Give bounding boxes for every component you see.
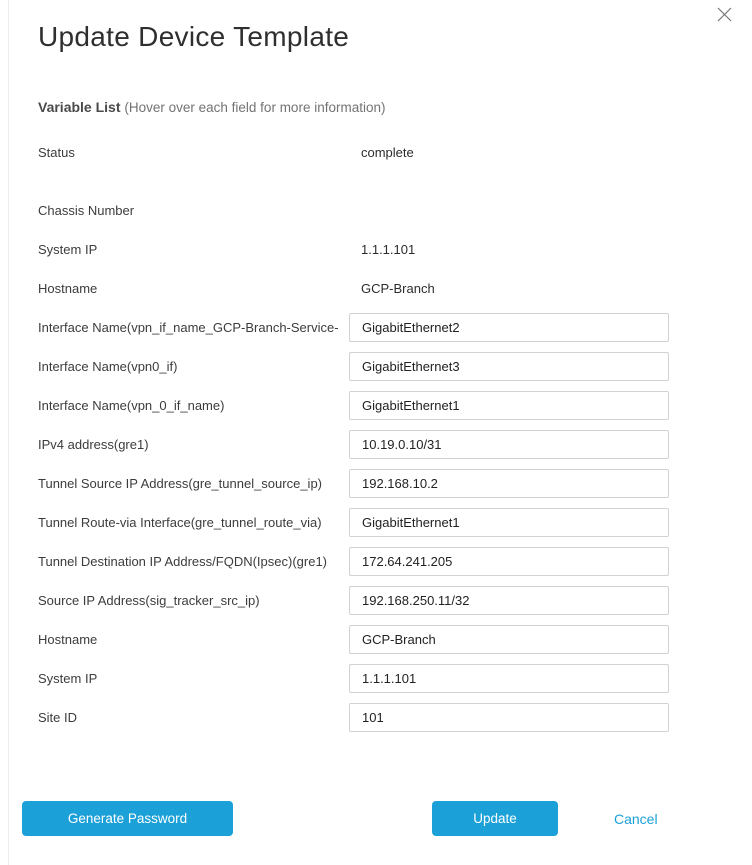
status-value: complete <box>361 145 414 160</box>
field-row-tunnel-route-via <box>38 503 669 542</box>
hostname-input[interactable] <box>349 625 669 654</box>
cancel-button[interactable]: Cancel <box>614 810 658 827</box>
field-label: Site ID <box>38 710 78 725</box>
field-label: Tunnel Destination IP Address/FQDN(Ipsec)(gre1) <box>38 554 328 569</box>
field-row-system-ip-static <box>38 230 669 269</box>
variable-list-header <box>38 98 752 117</box>
field-row-system-ip <box>38 659 669 698</box>
generate-password-button[interactable]: Generate Password <box>22 801 233 836</box>
vpn-0-if-name-input[interactable] <box>349 391 669 420</box>
ipv4-address-gre1-input[interactable] <box>349 430 669 459</box>
field-label: Status <box>38 145 75 160</box>
field-row-tunnel-source-ip <box>38 464 669 503</box>
sig-tracker-src-ip-input[interactable] <box>349 586 669 615</box>
field-row-status <box>38 133 669 172</box>
field-label: Interface Name(vpn0_if) <box>38 359 178 374</box>
gre-tunnel-destination-input[interactable] <box>349 547 669 576</box>
close-icon[interactable] <box>715 5 733 23</box>
system-ip-input[interactable] <box>349 664 669 693</box>
field-label: Tunnel Route-via Interface(gre_tunnel_route_via) <box>38 515 322 530</box>
field-row-interface-name-vpn-0-if-name <box>38 386 669 425</box>
update-button[interactable]: Update <box>432 801 558 836</box>
field-label: System IP <box>38 242 98 257</box>
field-row-interface-name-service <box>38 308 669 347</box>
field-label: Tunnel Source IP Address(gre_tunnel_source_ip) <box>38 476 323 491</box>
vpn-if-name-input[interactable] <box>349 313 669 342</box>
field-label: System IP <box>38 671 98 686</box>
field-row-site-id <box>38 698 669 737</box>
field-label: Hostname <box>38 281 98 296</box>
field-row-chassis-number <box>38 191 669 230</box>
vpn0-if-input[interactable] <box>349 352 669 381</box>
field-row-interface-name-vpn0-if <box>38 347 669 386</box>
gre-tunnel-source-ip-input[interactable] <box>349 469 669 498</box>
variable-list <box>38 133 669 737</box>
field-label: Interface Name(vpn_0_if_name) <box>38 398 225 413</box>
hostname-value: GCP-Branch <box>361 281 435 296</box>
field-row-sig-tracker-src-ip <box>38 581 669 620</box>
field-row-hostname <box>38 620 669 659</box>
system-ip-value: 1.1.1.101 <box>361 242 416 257</box>
field-label: IPv4 address(gre1) <box>38 437 149 452</box>
close-x-glyph <box>717 7 732 22</box>
field-label: Interface Name(vpn_if_name_GCP-Branch-Service- <box>38 320 339 335</box>
variable-list-hint: (Hover over each field for more information) <box>124 100 386 115</box>
page-title: Update Device Template <box>38 21 350 52</box>
field-row-ipv4-gre1 <box>38 425 669 464</box>
site-id-input[interactable] <box>349 703 669 732</box>
field-label: Chassis Number <box>38 203 135 218</box>
field-label: Hostname <box>38 632 98 647</box>
field-row-hostname-static <box>38 269 669 308</box>
field-row-tunnel-destination <box>38 542 669 581</box>
gre-tunnel-route-via-input[interactable] <box>349 508 669 537</box>
modal-footer <box>0 801 752 836</box>
panel-edge-divider <box>8 0 9 865</box>
variable-list-heading: Variable List <box>38 99 121 115</box>
field-label: Source IP Address(sig_tracker_src_ip) <box>38 593 260 608</box>
